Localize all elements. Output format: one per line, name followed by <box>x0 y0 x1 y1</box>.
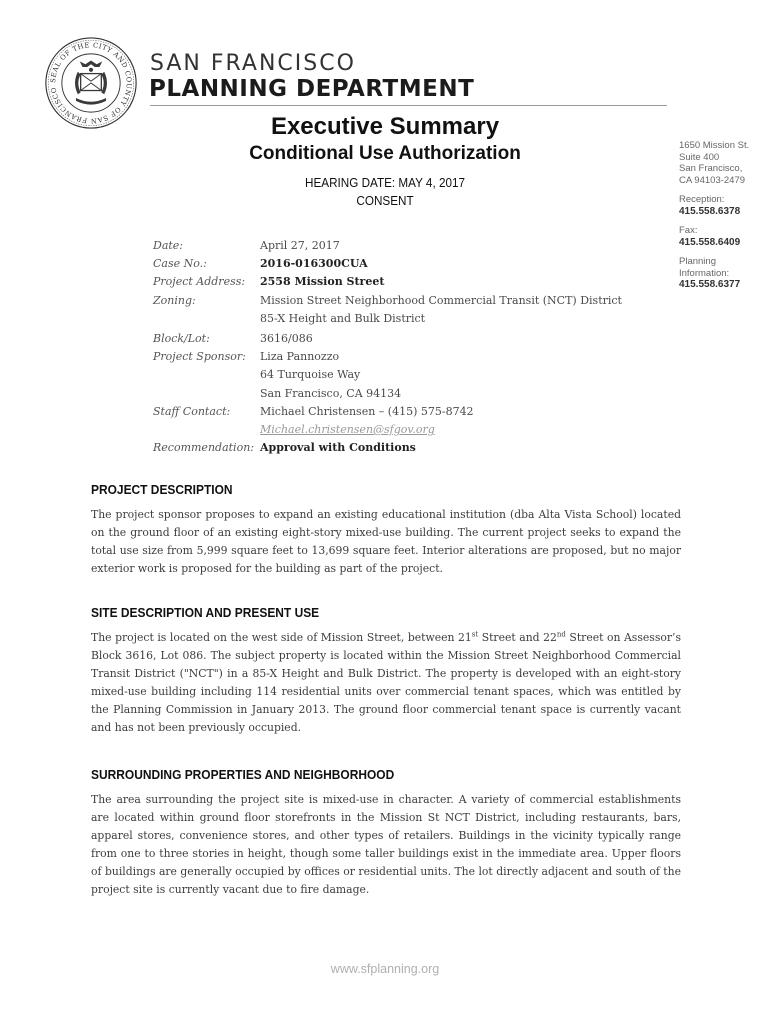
document-subtitle: Conditional Use Authorization <box>249 143 521 164</box>
calendar-type: CONSENT <box>356 193 414 208</box>
meta-row-block <box>153 330 673 348</box>
body-text: Street on Assessor’s Block 3616, Lot 086. The subject property is located within the Mission Street Neighborhood Commercial Transit District ("NCT") in a 85-X Height and Bulk District. The property is developed with an eight-story mixed-use building including 114 residential units over commercial tenant spaces, which was entitled by the Planning Commission in January 2013. The ground floor commercial tenant space is currently vacant and has not been previously occupied. <box>91 631 681 734</box>
sponsor-line: Liza Pannozzo <box>260 350 340 364</box>
footer-website[interactable]: www.sfplanning.org <box>330 962 440 976</box>
address-line: San Francisco, <box>679 163 743 174</box>
reception-label: Reception: <box>679 194 725 205</box>
meta-row-address <box>153 273 673 291</box>
contact-sidebar <box>679 140 769 299</box>
reception-number: 415.558.6378 <box>679 205 741 217</box>
section-heading: SITE DESCRIPTION AND PRESENT USE <box>91 605 320 620</box>
ordinal-suffix: nd <box>556 630 566 639</box>
fax-contact <box>679 225 769 248</box>
section-body: The project sponsor proposes to expand an existing educational institution (dba Alta Vista School) located on the ground floor of an existing eight-story mixed-use building. The current project seeks to expand the total use size from 5,999 square feet to 13,699 square feet. Interior alterations are proposed, but no major exterior work is proposed for the building as part of the project. <box>91 508 681 575</box>
date-value: April 27, 2017 <box>260 239 340 252</box>
hearing-date: HEARING DATE: MAY 4, 2017 <box>305 175 465 190</box>
recommendation-label: Recommendation: <box>153 441 254 455</box>
org-department-name: PLANNING DEPARTMENT <box>149 76 475 102</box>
sponsor-line: 64 Turquoise Way <box>260 368 361 382</box>
section-site-description <box>91 605 681 737</box>
address-line: CA 94103-2479 <box>679 174 746 186</box>
zoning-label: Zoning: <box>153 293 196 307</box>
zoning-line: 85-X Height and Bulk District <box>260 311 426 325</box>
planning-info-label: Information: <box>679 267 730 279</box>
staff-contact-name: Michael Christensen – (415) 575-8742 <box>260 404 474 418</box>
address-line: Suite 400 <box>679 151 720 163</box>
recommendation-value: Approval with Conditions <box>260 441 416 455</box>
project-address: 2558 Mission Street <box>260 275 385 289</box>
project-address-label: Project Address: <box>153 275 246 289</box>
body-text: Street and 22 <box>478 631 557 644</box>
meta-row-staff <box>153 403 673 439</box>
org-city-name: SAN FRANCISCO <box>150 51 356 76</box>
meta-row-recommendation <box>153 439 673 457</box>
block-lot-label: Block/Lot: <box>153 332 210 346</box>
section-body: The area surrounding the project site is mixed-use in character. A variety of commercial establishments are located within ground floor storefronts in the Mission St NCT District, including restaurants, bars, apparel stores, convenience stores, and other types of retailers. Buildings in the vicinity typically range from one to three stories in height, though some taller buildings exist in the immediate area. Upper floors of buildings are generally occupied by offices or residential units. The lot directly adjacent and south of the project site is currently vacant due to fire damage. <box>91 793 681 896</box>
section-heading: PROJECT DESCRIPTION <box>91 482 233 497</box>
section-surrounding <box>91 767 681 899</box>
section-project-description <box>91 482 681 578</box>
header-divider <box>150 105 667 106</box>
meta-row-case <box>153 255 673 273</box>
meta-row-date <box>153 237 673 255</box>
body-text: The project is located on the west side of Mission Street, between 21 <box>91 631 472 644</box>
staff-email-link[interactable]: Michael.christensen@sfgov.org <box>260 423 435 437</box>
planning-info-contact <box>679 256 769 291</box>
sponsor-label: Project Sponsor: <box>153 350 246 364</box>
zoning-line: Mission Street Neighborhood Commercial Transit (NCT) District <box>260 293 622 307</box>
address-line: 1650 Mission St. <box>679 140 750 151</box>
date-label: Date: <box>153 239 184 252</box>
section-heading: SURROUNDING PROPERTIES AND NEIGHBORHOOD <box>91 767 395 782</box>
seal-text: SEAL OF THE CITY AND COUNTY OF SAN FRANCISCO <box>49 41 133 125</box>
document-title: Executive Summary <box>270 113 500 140</box>
planning-info-label: Planning <box>679 256 716 267</box>
reception-contact <box>679 194 769 217</box>
office-address <box>679 140 769 186</box>
city-seal-logo <box>44 36 138 130</box>
case-number: 2016-016300CUA <box>260 257 368 271</box>
section-body <box>91 629 681 737</box>
planning-info-number: 415.558.6377 <box>679 279 741 290</box>
meta-row-zoning <box>153 292 673 328</box>
fax-label: Fax: <box>679 225 698 236</box>
zoning-value <box>260 292 622 328</box>
ordinal-suffix: st <box>471 630 479 639</box>
staff-contact-label: Staff Contact: <box>153 404 231 418</box>
case-label: Case No.: <box>153 257 207 271</box>
sponsor-line: San Francisco, CA 94134 <box>260 386 402 400</box>
case-metadata <box>153 237 673 457</box>
meta-row-sponsor <box>153 348 673 403</box>
fax-number: 415.558.6409 <box>679 236 741 248</box>
staff-contact-value <box>260 403 474 439</box>
sponsor-value <box>260 348 401 403</box>
block-lot-value: 3616/086 <box>260 332 313 346</box>
